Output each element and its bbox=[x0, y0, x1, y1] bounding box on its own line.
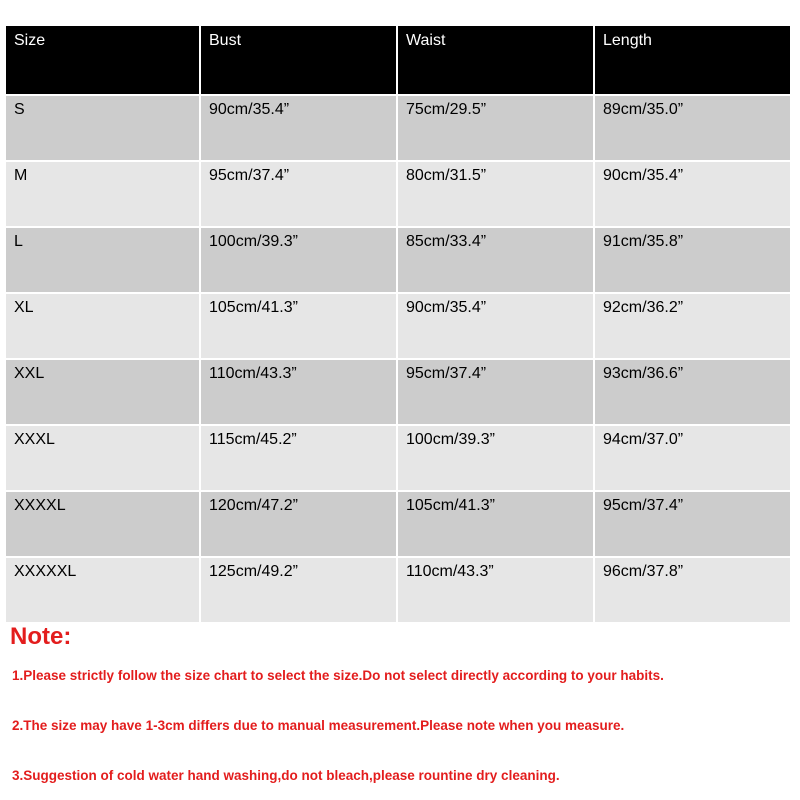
cell-waist: 85cm/33.4” bbox=[398, 228, 593, 292]
table-row bbox=[6, 492, 790, 556]
table-row bbox=[6, 558, 790, 622]
table-row bbox=[6, 96, 790, 160]
note-title: Note: bbox=[10, 623, 72, 650]
cell-waist: 105cm/41.3” bbox=[398, 492, 593, 556]
cell-size: S bbox=[6, 96, 199, 160]
header-length: Length bbox=[595, 26, 790, 94]
cell-size: XL bbox=[6, 294, 199, 358]
cell-waist: 75cm/29.5” bbox=[398, 96, 593, 160]
cell-waist: 90cm/35.4” bbox=[398, 294, 593, 358]
cell-length: 91cm/35.8” bbox=[595, 228, 790, 292]
table-row bbox=[6, 360, 790, 424]
table-row bbox=[6, 162, 790, 226]
size-chart-table bbox=[4, 24, 792, 624]
cell-size: M bbox=[6, 162, 199, 226]
cell-size: XXL bbox=[6, 360, 199, 424]
cell-size: XXXXL bbox=[6, 492, 199, 556]
note-line-2: 2.The size may have 1-3cm differs due to manual measurement.Please note when you measure. bbox=[12, 718, 625, 733]
cell-waist: 80cm/31.5” bbox=[398, 162, 593, 226]
cell-bust: 110cm/43.3” bbox=[201, 360, 396, 424]
cell-size: XXXXXL bbox=[6, 558, 199, 622]
cell-length: 90cm/35.4” bbox=[595, 162, 790, 226]
header-bust: Bust bbox=[201, 26, 396, 94]
cell-length: 95cm/37.4” bbox=[595, 492, 790, 556]
cell-size: XXXL bbox=[6, 426, 199, 490]
cell-length: 89cm/35.0” bbox=[595, 96, 790, 160]
table-row bbox=[6, 426, 790, 490]
note-line-3: 3.Suggestion of cold water hand washing,do not bleach,please rountine dry cleaning. bbox=[12, 768, 560, 783]
cell-length: 93cm/36.6” bbox=[595, 360, 790, 424]
table-header-row bbox=[6, 26, 790, 94]
header-size: Size bbox=[6, 26, 199, 94]
cell-bust: 125cm/49.2” bbox=[201, 558, 396, 622]
cell-length: 92cm/36.2” bbox=[595, 294, 790, 358]
cell-bust: 95cm/37.4” bbox=[201, 162, 396, 226]
table-row bbox=[6, 228, 790, 292]
cell-bust: 90cm/35.4” bbox=[201, 96, 396, 160]
header-waist: Waist bbox=[398, 26, 593, 94]
cell-length: 96cm/37.8” bbox=[595, 558, 790, 622]
cell-bust: 100cm/39.3” bbox=[201, 228, 396, 292]
cell-waist: 95cm/37.4” bbox=[398, 360, 593, 424]
cell-bust: 105cm/41.3” bbox=[201, 294, 396, 358]
cell-bust: 115cm/45.2” bbox=[201, 426, 396, 490]
cell-size: L bbox=[6, 228, 199, 292]
cell-waist: 100cm/39.3” bbox=[398, 426, 593, 490]
cell-length: 94cm/37.0” bbox=[595, 426, 790, 490]
note-line-1: 1.Please strictly follow the size chart to select the size.Do not select directly according to your habits. bbox=[12, 668, 664, 683]
cell-bust: 120cm/47.2” bbox=[201, 492, 396, 556]
cell-waist: 110cm/43.3” bbox=[398, 558, 593, 622]
table-row bbox=[6, 294, 790, 358]
